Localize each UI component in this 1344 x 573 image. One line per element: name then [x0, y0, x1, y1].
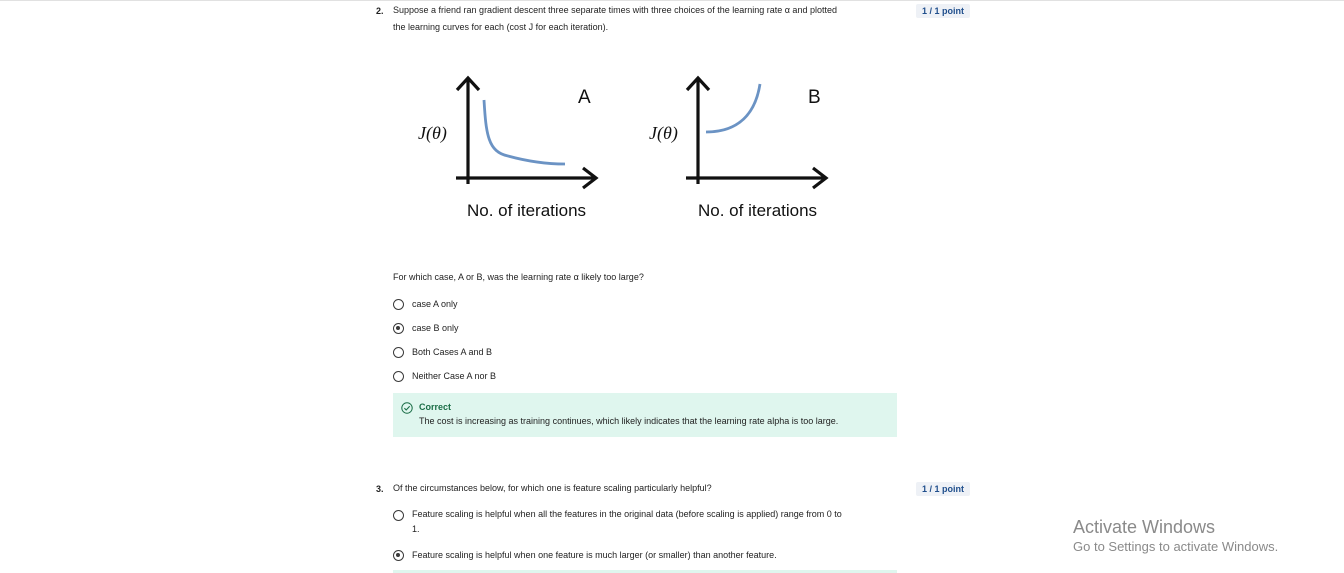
q2-option-case-b-only[interactable] — [393, 319, 459, 337]
question-3-prompt: Of the circumstances below, for which one is feature scaling particularly helpful? — [393, 483, 712, 493]
plot-b — [649, 78, 826, 220]
top-divider — [0, 0, 1344, 1]
q2-option-neither-case[interactable] — [393, 367, 496, 385]
plot-a-label: A — [578, 87, 591, 108]
radio-button[interactable] — [393, 371, 404, 382]
radio-button-selected[interactable] — [393, 323, 404, 334]
watermark-subtitle: Go to Settings to activate Windows. — [1073, 539, 1279, 554]
question-3-number: 3. — [376, 484, 384, 494]
plot-a-curve — [484, 100, 565, 164]
q3-option-range-zero-to-one[interactable] — [393, 507, 842, 534]
option-label: case A only — [412, 299, 458, 309]
radio-button-selected[interactable] — [393, 550, 404, 561]
plot-b-label: B — [808, 87, 821, 108]
option-label: Feature scaling is helpful when one feature is much larger (or smaller) than another feature. — [412, 550, 777, 560]
option-label-line1: Feature scaling is helpful when all the features in the original data (before scaling is applied) range from 0 to — [412, 509, 842, 519]
plot-a — [418, 78, 596, 220]
question-2-sub-prompt: For which case, A or B, was the learning rate α likely too large? — [393, 272, 644, 282]
learning-curves-figure — [410, 62, 870, 232]
feedback-text: The cost is increasing as training continues, which likely indicates that the learning rate alpha is too large. — [419, 416, 839, 426]
option-label — [412, 507, 842, 537]
question-2-prompt — [393, 2, 837, 36]
radio-button[interactable] — [393, 299, 404, 310]
radio-button[interactable] — [393, 347, 404, 358]
question-2-points-badge: 1 / 1 point — [916, 4, 970, 18]
radio-button[interactable] — [393, 510, 404, 521]
question-2-prompt-line1: Suppose a friend ran gradient descent three separate times with three choices of the learning rate α and plotted — [393, 5, 837, 15]
option-label: Both Cases A and B — [412, 347, 493, 357]
check-circle-icon — [401, 402, 413, 414]
question-2-number: 2. — [376, 6, 384, 16]
plot-b-ylabel: J(θ) — [649, 123, 678, 143]
activate-windows-watermark — [1073, 516, 1278, 556]
plot-a-xlabel: No. of iterations — [467, 201, 587, 220]
plot-b-curve — [706, 84, 760, 132]
watermark-title: Activate Windows — [1073, 517, 1216, 537]
question-2-prompt-line2: the learning curves for each (cost J for each iteration). — [393, 22, 609, 32]
plot-a-ylabel: J(θ) — [418, 123, 447, 143]
plot-b-xlabel: No. of iterations — [698, 201, 818, 220]
q2-option-case-a-only[interactable] — [393, 295, 458, 313]
q2-option-both-cases[interactable] — [393, 343, 492, 361]
question-3-points-badge: 1 / 1 point — [916, 482, 970, 496]
option-label: Neither Case A nor B — [412, 371, 497, 381]
correct-feedback-box — [393, 393, 897, 437]
feedback-title: Correct — [419, 402, 452, 412]
q3-option-feature-larger[interactable] — [393, 546, 777, 564]
option-label: case B only — [412, 323, 459, 333]
option-label-line2: 1. — [412, 524, 420, 534]
